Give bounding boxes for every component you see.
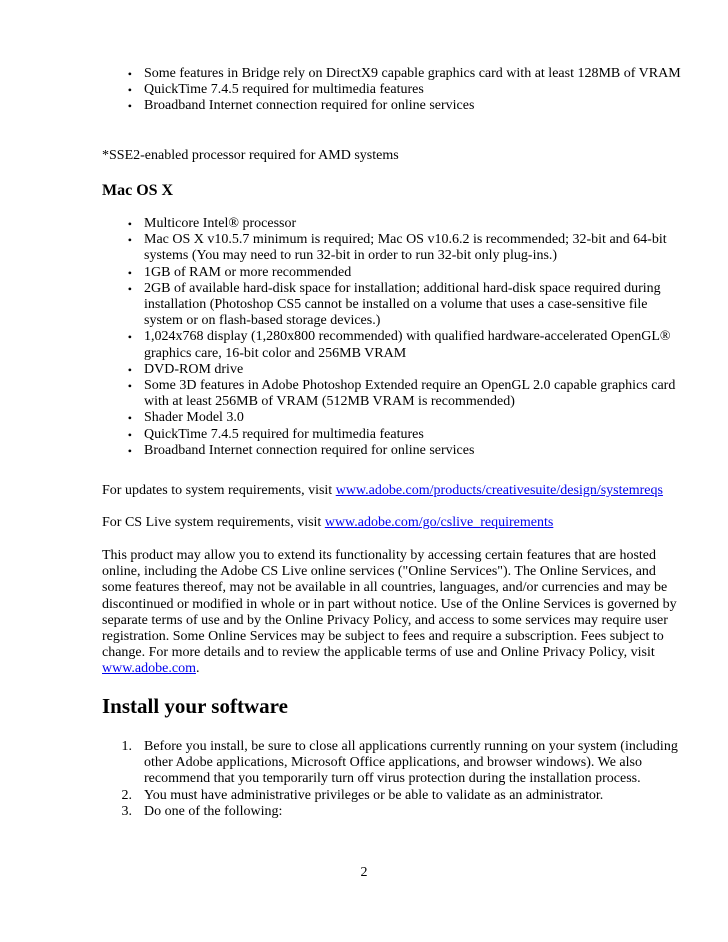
list-item <box>102 66 682 82</box>
cslive-text: For CS Live system requirements, visit <box>102 515 325 530</box>
list-item <box>102 410 682 426</box>
list-item <box>102 82 682 98</box>
step-text: You must have administrative privileges or be able to validate as an administrator. <box>144 787 604 803</box>
bullet: • <box>127 330 132 345</box>
adobe-link[interactable]: www.adobe.com <box>102 661 196 677</box>
list-item <box>102 281 682 330</box>
list-item-text: Some 3D features in Adobe Photoshop Extended require an OpenGL 2.0 capable graphics card with at least 256MB of VRAM (512MB VRAM is recommended) <box>144 378 676 410</box>
list-item-text: QuickTime 7.4.5 required for multimedia features <box>144 426 424 442</box>
step-text: Do one of the following: <box>144 803 283 819</box>
install-step <box>102 739 682 788</box>
bullet: • <box>127 379 132 394</box>
bullet: • <box>127 443 132 458</box>
list-item-text: Broadband Internet connection required for online services <box>144 442 475 458</box>
bullet: • <box>127 265 132 280</box>
updates-text: For updates to system requirements, visit <box>102 483 336 498</box>
bullet: • <box>127 427 132 442</box>
step-text: Before you install, be sure to close all applications currently running on your system (including other Adobe applications, Microsoft Office applications, and browser windows). We also recommend that you temporarily turn off virus protection during the installation process. <box>144 739 678 787</box>
windows-requirements-list <box>102 66 682 115</box>
step-number: 1. <box>121 739 132 754</box>
list-item <box>102 329 682 361</box>
list-item-text: 2GB of available hard-disk space for installation; additional hard-disk space required during installation (Photoshop CS5 cannot be installed on a volume that uses a case-sensitive file system or on flash-based storage devices.) <box>144 280 661 329</box>
bullet: • <box>127 362 132 377</box>
step-number: 3. <box>121 803 132 819</box>
bullet: • <box>127 217 132 231</box>
bullet: • <box>127 411 132 426</box>
list-item-text: QuickTime 7.4.5 required for multimedia features <box>144 82 424 98</box>
list-item <box>102 443 682 459</box>
list-item-text: 1GB of RAM or more recommended <box>144 264 352 280</box>
bullet: • <box>127 83 132 98</box>
list-item-text: Some features in Bridge rely on DirectX9 capable graphics card with at least 128MB of VRAM <box>144 66 681 81</box>
list-item <box>102 232 682 264</box>
step-number: 2. <box>121 787 132 803</box>
bullet: • <box>127 281 132 296</box>
list-item-text: Mac OS X v10.5.7 minimum is required; Mac OS v10.6.2 is recommended; 32-bit and 64-bit systems (You may need to run 32-bit in order to run 32-bit only plug-ins.) <box>144 232 667 264</box>
list-item <box>102 427 682 443</box>
list-item <box>102 362 682 378</box>
mac-requirements-list <box>102 216 682 459</box>
online-services-paragraph <box>102 548 682 678</box>
paragraph-end: . <box>195 661 200 677</box>
cslive-requirements <box>102 515 682 531</box>
install-step <box>102 788 682 804</box>
online-services-text: This product may allow you to extend its functionality by accessing certain features that are hosted online, including the Adobe CS Live online services ("Online Services"). The Online Services, and some features thereof, may not be available in all countries, languages, and/or currencies and may be discontinued or modified in whole or in part without notice. Use of the Online Services is governed by separate terms of use and by the Online Privacy Policy, and access to some services may require user registration. Some Online Services may be subject to fees and require a subscription. Fees subject to change. For more details and to review the applicable terms of use and Online Privacy Policy, visit <box>102 548 677 661</box>
list-item-text: DVD-ROM drive <box>144 361 244 377</box>
bullet: • <box>127 67 132 81</box>
list-item <box>102 98 682 114</box>
list-item-text: Broadband Internet connection required for online services <box>144 98 475 114</box>
sse2-note: *SSE2-enabled processor required for AMD systems <box>102 148 399 163</box>
bullet: • <box>127 99 132 114</box>
install-steps-list <box>102 739 682 820</box>
install-heading: Install your software <box>102 694 288 718</box>
list-item-text: 1,024x768 display (1,280x800 recommended) with qualified hardware-accelerated OpenGL® graphics care, 16-bit color and 256MB VRAM <box>144 329 671 361</box>
system-requirements-updates <box>102 483 682 499</box>
list-item-text: Shader Model 3.0 <box>144 410 244 426</box>
page-number: 2 <box>360 865 368 880</box>
cslive-link[interactable]: www.adobe.com/go/cslive_requirements <box>324 515 554 530</box>
systemreqs-link[interactable]: www.adobe.com/products/creativesuite/design/systemreqs <box>335 483 663 498</box>
install-step <box>102 804 682 820</box>
list-item <box>102 378 682 410</box>
list-item <box>102 265 682 281</box>
list-item <box>102 216 682 232</box>
list-item-text: Multicore Intel® processor <box>144 216 297 231</box>
mac-os-heading: Mac OS X <box>102 182 174 199</box>
bullet: • <box>127 233 132 248</box>
